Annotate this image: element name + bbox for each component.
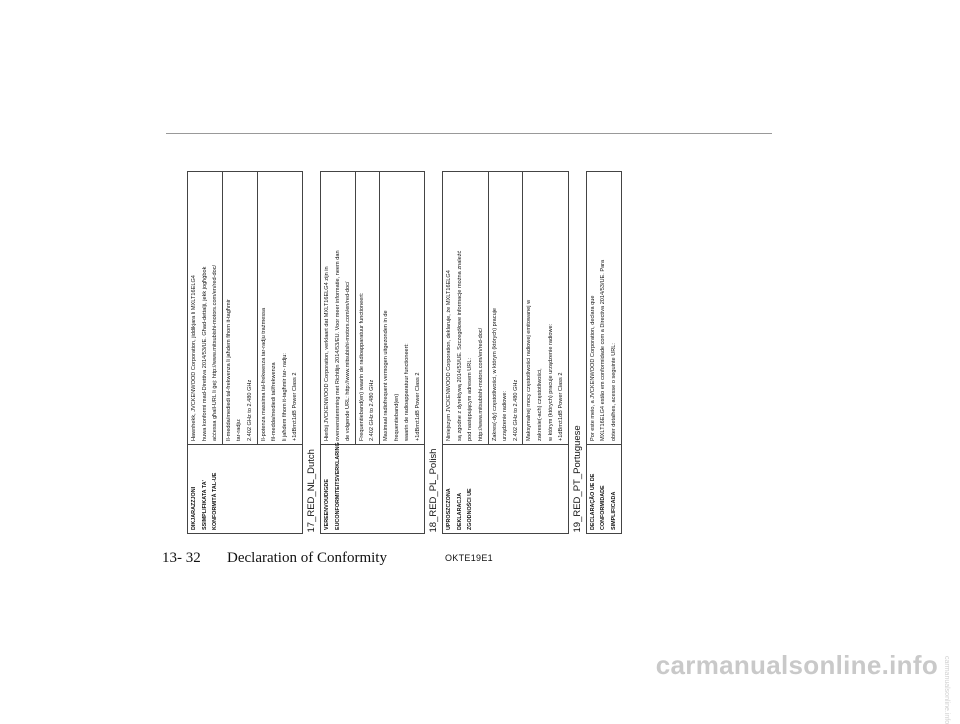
text-line: +1dBm±1dB Power Class 2: [558, 372, 565, 441]
text-line: w którym (których) pracuje urządzenie radiowe:: [547, 323, 554, 441]
table-row: [188, 172, 223, 534]
text-line: zakresie(-ach) częstotliwości,: [537, 368, 544, 441]
text-line: 2.402 GHz to 2.480 GHz: [246, 379, 253, 441]
text-line: Niniejszym JVCKENWOOD Corporation, deklaruje, że MXLT16ELG4: [446, 270, 453, 441]
label-line: CONFORMIDADE: [600, 485, 607, 530]
declaration-text: [222, 172, 257, 445]
declaration-text: [257, 172, 302, 445]
declaration-label: [188, 445, 303, 534]
text-line: tar-radju:: [236, 418, 243, 441]
section-header-row: [425, 172, 443, 534]
text-line: są zgodne z dyrektywą 2014/53/UE. Szczegółowe informacje można znaleźć: [456, 250, 463, 441]
declaration-text: [488, 172, 523, 445]
text-line: Frequentieband(en) waarin de radioapparatuur functioneert:: [358, 292, 365, 441]
section-header-row: [302, 172, 320, 534]
section-title: Declaration of Conformity: [227, 550, 387, 566]
text-line: huwa konformi mad-Direttiva 2014/53/UE. Għad-dettalji, jekk jogħġbok: [201, 266, 208, 441]
watermark-logo: carmanualsonline.info: [655, 650, 938, 680]
text-line: http://www.mitsubishi-motors.com/en/red-doc/: [478, 327, 485, 441]
text-line: pod następującym adresem URL:: [467, 357, 474, 441]
text-line: aċċessa għall-URL li ġej: http://www.mitsubishi-motors.com/en/red-doc/: [212, 264, 219, 441]
declaration-text: [586, 172, 621, 445]
section-header-row: [568, 172, 586, 534]
text-line: li jaħdem fihom it-tagħmir tar- radju:: [281, 353, 288, 441]
table-row: [320, 172, 355, 534]
declaration-text: [188, 172, 223, 445]
text-line: Hawnhekk, JVCKENWOOD Corporation, jiddikjara li MXLT16ELG4: [191, 275, 197, 441]
declaration-text: [443, 172, 488, 445]
declaration-text: [320, 172, 355, 445]
label-line: DIKJARAZZJONI: [191, 486, 197, 530]
watermark-small: carmanualsonline.info: [943, 656, 950, 724]
section-header: 19_RED_PT_Portuguese: [568, 172, 586, 534]
section-header: 18_RED_PL_Polish: [425, 172, 443, 534]
conformity-table: [187, 171, 622, 534]
text-line: Zakres(-dy) częstotliwości, w którym (których) pracuje: [491, 307, 498, 441]
text-line: fil-medda/mediedi tal/frekwenza: [271, 362, 278, 441]
text-line: Hierbij JVCKENWOOD Corporation, verklaart dat MXLT16ELG4 zijn in: [323, 266, 330, 441]
declaration-label: [320, 442, 424, 534]
declaration-label: [586, 445, 621, 534]
text-line: +1dBm±1dB Power Class 2: [292, 372, 299, 441]
table-row: [586, 172, 621, 534]
text-line: Maksymalnej mocy częstotliwości radiowej emitowanej w: [526, 299, 533, 441]
text-line: Il-potenza massima tal-frekwenza tar-radju trażmessa: [260, 307, 267, 441]
label-line: EUCONFORMITEITSVERKLARING: [334, 442, 341, 530]
top-rule: [166, 133, 772, 134]
text-line: overeenstemming met Richtlijn 2014/53/EU. Voor meer informatie, neem dan: [334, 250, 341, 441]
label-line: SSIMPLIFIKATA TA': [201, 480, 208, 530]
page-number: 13- 32: [162, 550, 201, 566]
conformity-table-rotated: [187, 171, 714, 534]
declaration-text: [379, 172, 424, 445]
text-line: Por este meio, a JVCKENWOOD Corporation, declara que: [589, 295, 596, 441]
text-line: +1dBm±1dB Power Class 2: [414, 372, 421, 441]
label-line: ZGODNOŚCI UE: [467, 488, 474, 530]
declaration-label: [443, 445, 569, 534]
label-line: DEKLARACJA: [456, 492, 463, 530]
label-line: DECLARAÇÃO UE DE: [589, 473, 596, 530]
text-line: 2.402 GHz to 2.480 GHz: [512, 379, 519, 441]
text-line: frequentieband(en): [393, 393, 400, 441]
label-line: VEREENVOUDIGDE: [323, 479, 330, 530]
text-line: de volgende URL: http://www.mitsubishi-motors.com/en/red-doc/: [345, 281, 352, 441]
text-line: obter detalhes, acesse o seguinte URL:: [611, 343, 617, 441]
label-line: KONFORMITÀ TAL-UE: [212, 472, 219, 530]
label-line: UPROSZCZONA: [446, 488, 453, 530]
doc-code: OKTE19E1: [445, 553, 493, 563]
text-line: Il-medda/mediedi tal-frekwenza li jaħdem fihom it-tagħmir: [225, 299, 232, 441]
text-line: MXLT16ELG4 estão em conformidade com a Directiva 2014/53/UE. Para: [600, 259, 607, 441]
section-header: 17_RED_NL_Dutch: [302, 172, 320, 534]
declaration-text: [523, 172, 568, 445]
table-row: [443, 172, 488, 534]
text-line: urządzenie radiowe:: [502, 390, 509, 441]
declaration-text: [355, 172, 379, 445]
text-line: Maximaal radiofrequent vermogen uitgezonden in de: [382, 310, 389, 441]
text-line: waarin de radioapparatuur functioneert:: [404, 343, 411, 441]
label-line: SIMPLIFICADA: [611, 491, 617, 530]
text-line: 2.402 GHz to 2.480 GHz: [369, 379, 376, 441]
